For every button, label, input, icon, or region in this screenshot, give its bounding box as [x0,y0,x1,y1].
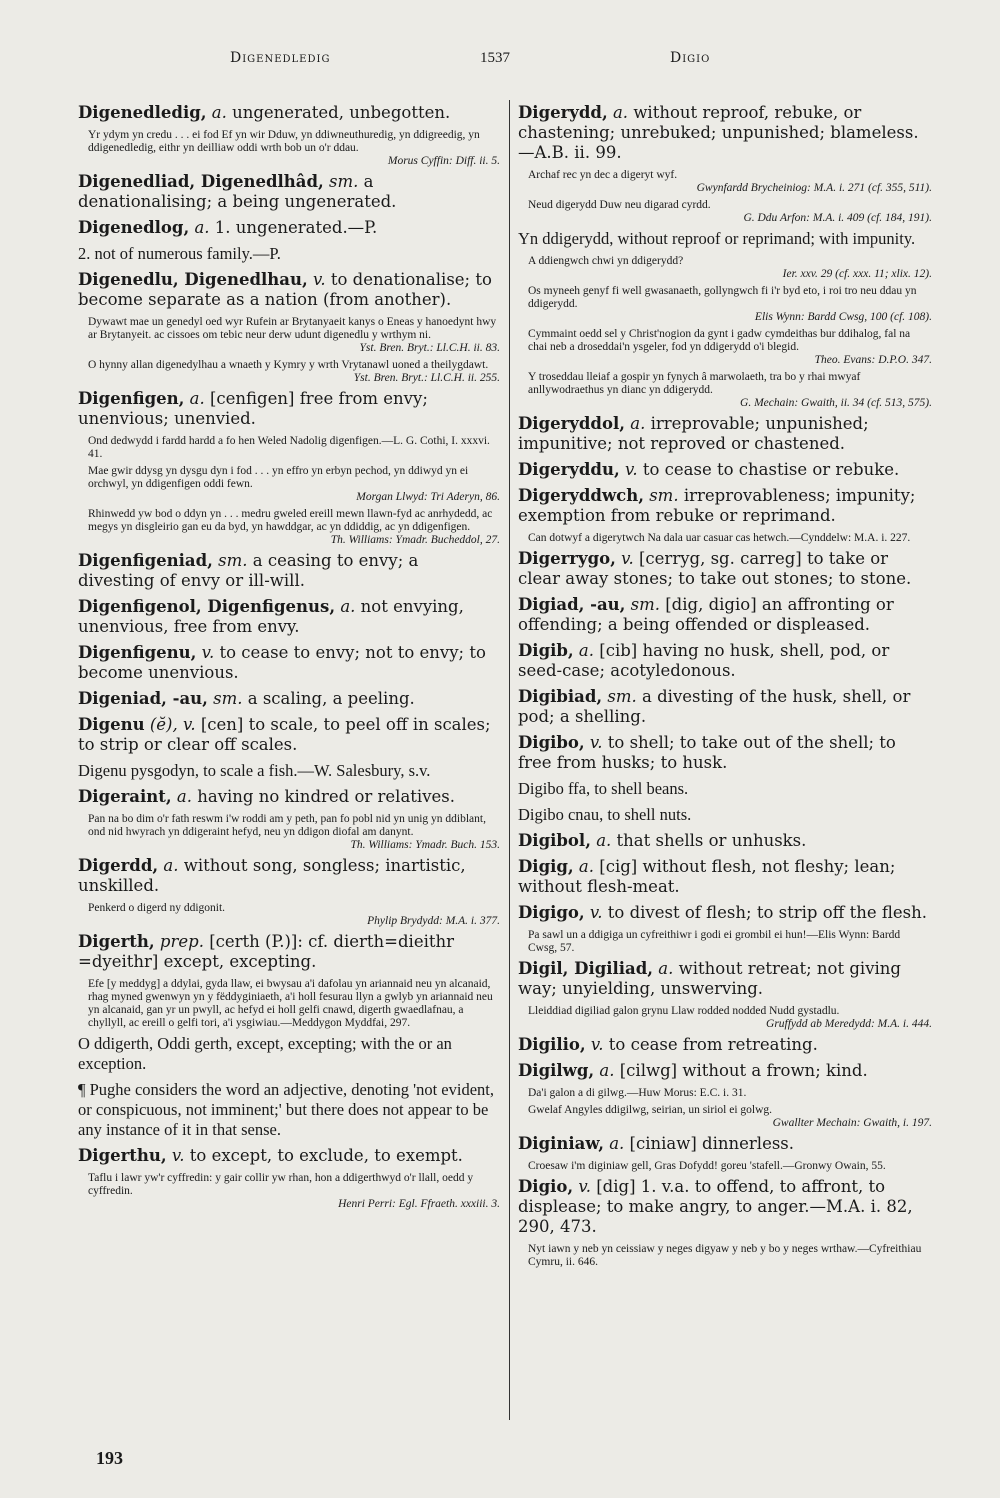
citation [528,255,932,281]
dictionary-entry [78,172,500,212]
dictionary-entry [518,414,932,454]
dictionary-entry [78,715,500,755]
headword: Digilwg, [518,1061,595,1080]
headword: Digeraint, [78,787,172,806]
definition: to cease from retreating. [608,1035,818,1054]
grammar-label: (ĕ), v. [149,715,196,734]
definition: having no kindred or relatives. [197,787,455,806]
citation-source: Theo. Evans: D.P.O. 347. [814,354,932,366]
dictionary-entry [78,551,500,591]
definition: to cease to chastise or rebuke. [642,460,900,479]
dictionary-entry [518,687,932,727]
left-column [78,103,500,1418]
sub-entry: 2. not of numerous family.—P. [78,244,281,263]
definition: irreprovable; unpunished; impunitive; not reproved or chastened. [518,414,869,453]
definition: ungenerated, unbegotten. [232,103,451,122]
definition: a ceasing to envy; a divesting of envy or ill-will. [78,551,419,590]
grammar-label: v. [201,643,215,662]
headword: Digerydd, [518,103,608,122]
definition: to shell; to take out of the shell; to free from husks; to husk. [518,733,896,772]
headword: Digig, [518,857,574,876]
citation [528,532,932,545]
sub-entry: Digibo ffa, to shell beans. [518,779,689,798]
definition: without song, songless; inartistic, unskilled. [78,856,466,895]
dictionary-entry [518,486,932,526]
header-left-guideword: Digenedledig [230,50,331,66]
right-column [518,103,932,1418]
definition: a divesting of the husk, shell, or pod; a shelling. [518,687,911,726]
headword: Digerdd, [78,856,159,875]
grammar-label: a. [578,857,595,876]
grammar-label: a. [596,831,612,850]
grammar-label: sm. [607,687,637,706]
dictionary-entry [518,641,932,681]
dictionary-entry [518,595,932,635]
grammar-label: a. [612,103,629,122]
dictionary-entry [78,597,500,637]
citation [528,1160,932,1173]
grammar-label: sm. [218,551,248,570]
definition: [cerryg, sg. carreg] to take or clear away stones; to take out stones; to stone. [518,549,912,588]
headword: Digibol, [518,831,591,850]
sub-entry: ¶ Pughe considers the word an adjective, denoting 'not evident, or conspicuous, not imminent;' but there does not appear to be any instance of it in that sense. [78,1080,494,1139]
citation [88,465,500,504]
headword: Digenfigenu, [78,643,197,662]
citation [528,1104,932,1130]
citation-source: Th. Williams: Ymadr. Bucheddol, 27. [330,534,500,546]
grammar-label: a. [630,414,646,433]
citation-source: Yst. Bren. Bryt.: Ll.C.H. ii. 255. [353,372,500,384]
citation-text: Rhinwedd yw bod o ddyn yn . . . medru gweled ereill mewn llawn-fyd ac anrhydedd, ac megys yn disgleirio gan eu da byd, yn hawddgar, ac yn ddiddig, ac yn ddigenfigen. [88,508,493,533]
citation-text: Nyt iawn y neb yn ceissiaw y neges digyaw y neb y bo y neges wrthaw.—Cyfreithiau Cymru, ii. 646. [528,1243,922,1268]
definition: to denationalise; to become separate as a nation (from another). [78,270,492,309]
citation [528,929,932,955]
definition: without retreat; not giving way; unyielding, unswerving. [518,959,901,998]
dictionary-entry [518,857,932,897]
dictionary-entry [518,1035,932,1055]
grammar-label: a. [211,103,227,122]
dictionary-entry [78,932,500,972]
citation [88,435,500,461]
page-header [70,50,930,80]
grammar-label: a. [658,959,674,978]
dictionary-entry [518,831,932,851]
grammar-label: v. [589,733,603,752]
dictionary-entry [518,1061,932,1081]
citation-source: G. Ddu Arfon: M.A. i. 409 (cf. 184, 191). [743,212,932,224]
citation-text: Pan na bo dim o'r fath reswm i'w roddi am y peth, pan fo pobl nid yn unig yn ddiblant, ond nid hwyrach yn ddigeraint hefyd, neu yn ddigon diofal am danynt. [88,813,486,838]
citation-text: Pa sawl un a ddigiga un cyfreithiwr i godi ei grombil ei hun!—Elis Wynn: Bardd Cwsg, 57. [528,929,901,954]
dictionary-entry [78,643,500,683]
grammar-label: a. [340,597,356,616]
headword: Digibo, [518,733,585,752]
citation-text: Can dotwyf a digerytwch Na dala uar casuar cas hetwch.—Cynddelw: M.A. i. 227. [528,532,911,544]
citation [88,316,500,355]
grammar-label: v. [313,270,326,289]
header-page-number: 1537 [480,50,510,66]
citation-source: Henri Perri: Egl. Ffraeth. xxxiii. 3. [338,1198,500,1210]
grammar-label: sm. [630,595,660,614]
headword: Digenfigeniad, [78,551,213,570]
citation [528,199,932,225]
citation [528,1087,932,1100]
dictionary-entry [78,389,500,429]
headword: Digenu [78,715,145,734]
headword: Digil, Digiliad, [518,959,654,978]
definition: [cenfigen] free from envy; unenvious; unenvied. [78,389,428,428]
citation-text: O hynny allan digenedylhau a wnaeth y Kymry y wrth Vrytanawl uoned a theilygdawt. [88,359,489,371]
citation-text: Mae gwir ddysg yn dysgu dyn i fod . . . yn effro yn erbyn pechod, yn ddiwyd yn ei orchwyl, yn ddigenfigen oddi fewn. [88,465,469,490]
citation [88,902,500,928]
grammar-label: v. [590,1035,604,1054]
headword: Digenfigenol, Digenfigenus, [78,597,336,616]
definition: [dig] 1. v.a. to offend, to affront, to displease; to make angry, to anger.—M.A. i. 82, 290, 473. [518,1177,913,1236]
dictionary-entry [518,103,932,163]
signature-number: 193 [96,1448,123,1468]
citation-text: Y troseddau lleiaf a gospir yn fynych â marwolaeth, tra bo y rhai mwyaf anllywodraethus yn dianc yn ddigerydd. [528,371,861,396]
dictionary-entry [518,1177,932,1237]
dictionary-entry [78,218,500,238]
dictionary-entry [518,959,932,999]
headword: Digib, [518,641,574,660]
sub-entry: Digibo cnau, to shell nuts. [518,805,692,824]
headword: Digenfigen, [78,389,185,408]
headword: Digeryddol, [518,414,625,433]
dictionary-entry [518,903,932,923]
citation-text: Yr ydym yn credu . . . ei fod Ef yn wir Dduw, yn ddiwneuthuredig, yn ddigreedig, yn ddigenedledig, eithr yn deilliaw oddi wrth bob un o'r ddau. [88,129,480,154]
citation [88,978,500,1030]
definition: [dig, digio] an affronting or offending; a being offended or displeased. [518,595,894,634]
definition: without reproof, rebuke, or chastening; unrebuked; unpunished; blameless.—A.B. ii. 99. [518,103,919,162]
citation-text: Neud digerydd Duw neu digarad cyrdd. [528,199,711,211]
sub-entry: Yn ddigerydd, without reproof or reprimand; with impunity. [518,229,916,248]
citation [88,813,500,852]
citation [528,1243,932,1269]
citation [528,328,932,367]
citation-text: Os myneeh genyf fi well gwasanaeth, gollyngwch fi i'r byd eto, i roi tro neu ddau yn ddigerydd. [528,285,917,310]
citation [88,129,500,168]
headword: Digenedledig, [78,103,207,122]
definition: to except, to exclude, to exempt. [189,1146,463,1165]
grammar-label: a. [163,856,179,875]
definition: irreprovableness; impunity; exemption from rebuke or reprimand. [518,486,916,525]
grammar-label: sm. [329,172,359,191]
definition: that shells or unhusks. [616,831,807,850]
definition: [cen] to scale, to peel off in scales; to strip or clear off scales. [78,715,491,754]
citation-text: Ond dedwydd i fardd hardd a fo hen Weled Nadolig digenfigen.—L. G. Cothi, I. xxxvi. 41. [88,435,490,460]
definition: [cib] having no husk, shell, pod, or seed-case; acotyledonous. [518,641,890,680]
citation-text: Lleiddiad digiliad galon grynu Llaw rodded nodded Nudd gystadlu. [528,1005,840,1017]
sub-entry: Digenu pysgodyn, to scale a fish.—W. Salesbury, s.v. [78,761,431,780]
definition: to cease to envy; not to envy; to become unenvious. [78,643,486,682]
dictionary-entry [78,1146,500,1166]
column-divider [509,100,510,1420]
headword: Digibiad, [518,687,603,706]
header-right-guideword: Digio [670,50,711,66]
grammar-label: a. [609,1134,625,1153]
grammar-label: v. [624,460,638,479]
citation [528,169,932,195]
grammar-label: prep. [159,932,204,951]
citation-text: Cymmaint oedd sel y Christ'nogion da gynt i gadw cymdeithas bur ddihalog, fal na chai neb a droseddai'n ysgeler, fod yn ddigerydd o'i blegid. [528,328,911,353]
headword: Digerthu, [78,1146,167,1165]
grammar-label: a. [189,389,205,408]
dictionary-entry [518,460,932,480]
dictionary-entry [518,1134,932,1154]
citation [528,371,932,410]
citation-source: Ier. xxv. 29 (cf. xxx. 11; xlix. 12). [782,268,932,280]
citation-text: Taflu i lawr yw'r cyffredin: y gair collir yw rhan, hon a ddigerthwyd o'r llall, oedd y cyffredin. [88,1172,474,1197]
definition: [cilwg] without a frown; kind. [619,1061,868,1080]
dictionary-entry [518,733,932,773]
headword: Diginiaw, [518,1134,604,1153]
dictionary-entry [78,787,500,807]
headword: Digeryddu, [518,460,620,479]
headword: Digerth, [78,932,155,951]
citation-text: Archaf rec yn dec a digeryt wyf. [528,169,678,181]
definition: [cig] without flesh, not fleshy; lean; without flesh-meat. [518,857,896,896]
headword: Digeryddwch, [518,486,644,505]
sub-entry: O ddigerth, Oddi gerth, except, excepting; with the or an exception. [78,1034,452,1073]
headword: Digenedlog, [78,218,190,237]
headword: Digerrygo, [518,549,616,568]
headword: Digiad, -au, [518,595,626,614]
grammar-label: v. [171,1146,185,1165]
citation-text: Croesaw i'm diginiaw gell, Gras Dofydd! goreu 'stafell.—Gronwy Owain, 55. [528,1160,886,1172]
citation-source: Yst. Bren. Bryt.: Ll.C.H. ii. 83. [359,342,500,354]
grammar-label: v. [621,549,634,568]
citation-source: Elis Wynn: Bardd Cwsg, 100 (cf. 108). [754,311,932,323]
citation-source: Morgan Llwyd: Tri Aderyn, 86. [356,491,500,503]
headword: Digenedliad, Digenedlhâd, [78,172,324,191]
definition: not envying, unenvious, free from envy. [78,597,464,636]
headword: Digenedlu, Digenedlhau, [78,270,308,289]
citation-source: Gwynfardd Brycheiniog: M.A. i. 271 (cf. 355, 511). [696,182,932,194]
definition: a scaling, a peeling. [247,689,415,708]
dictionary-entry [78,103,500,123]
dictionary-entry [78,856,500,896]
grammar-label: sm. [213,689,243,708]
dictionary-entry [78,689,500,709]
definition: [ciniaw] dinnerless. [629,1134,795,1153]
definition: [certh (P.)]: cf. dierth=dieithr =dyeithr] except, excepting. [78,932,455,971]
dictionary-entry [518,549,932,589]
grammar-label: a. [176,787,192,806]
citation-source: G. Mechain: Gwaith, ii. 34 (cf. 513, 575). [740,397,932,409]
citation-source: Morus Cyffin: Diff. ii. 5. [387,155,500,167]
citation [88,508,500,547]
citation-source: Phylip Brydydd: M.A. i. 377. [367,915,500,927]
grammar-label: sm. [649,486,679,505]
citation-source: Th. Williams: Ymadr. Buch. 153. [350,839,500,851]
grammar-label: v. [589,903,603,922]
definition: a denationalising; a being ungenerated. [78,172,397,211]
grammar-label: a. [194,218,210,237]
headword: Digio, [518,1177,574,1196]
definition: to divest of flesh; to strip off the flesh. [607,903,927,922]
grammar-label: a. [578,641,595,660]
citation-text: A ddiengwch chwi yn ddigerydd? [528,255,684,267]
headword: Digeniad, -au, [78,689,208,708]
grammar-label: v. [578,1177,591,1196]
citation-text: Penkerd o digerd ny ddigonit. [88,902,226,914]
citation [88,1172,500,1211]
citation [528,1005,932,1031]
citation [88,359,500,385]
citation-source: Gwallter Mechain: Gwaith, i. 197. [772,1117,932,1129]
citation [528,285,932,324]
headword: Digilio, [518,1035,586,1054]
definition: 1. ungenerated.—P. [214,218,378,237]
dictionary-entry [78,270,500,310]
headword: Digigo, [518,903,585,922]
citation-source: Gruffydd ab Meredydd: M.A. i. 444. [766,1018,932,1030]
citation-text: Dywawt mae un genedyl oed wyr Rufein ar Brytanyaeit kanys o Eneas y hanoedynt hwy ar Brytanyeit. ac cissoes om tebic neur derw udunt digenedlu y wrthym ni. [88,316,497,341]
grammar-label: a. [599,1061,615,1080]
citation-text: Efe [y meddyg] a ddylai, gyda llaw, ei bwysau a'i dafolau yn ariannaid neu yn alcanaid, rhag myned gwenwyn yn y fëddyginiaeth, a'i holl fesurau llyn a gwlyb yn ariannaid neu yn alcanaid, gan yr un pwyll, ac hefyd ei holl gelfi cnawd, digerth gwaedlafnau, a chyllyll, ac ereill o gelfi tori, a'i ysgiwiau.—Meddygon Myddfai, 297. [88,978,493,1029]
citation-text: Gwelaf Angyles ddigilwg, seirian, un siriol ei golwg. [528,1104,773,1116]
citation-text: Da'i galon a di gilwg.—Huw Morus: E.C. i. 31. [528,1087,747,1099]
